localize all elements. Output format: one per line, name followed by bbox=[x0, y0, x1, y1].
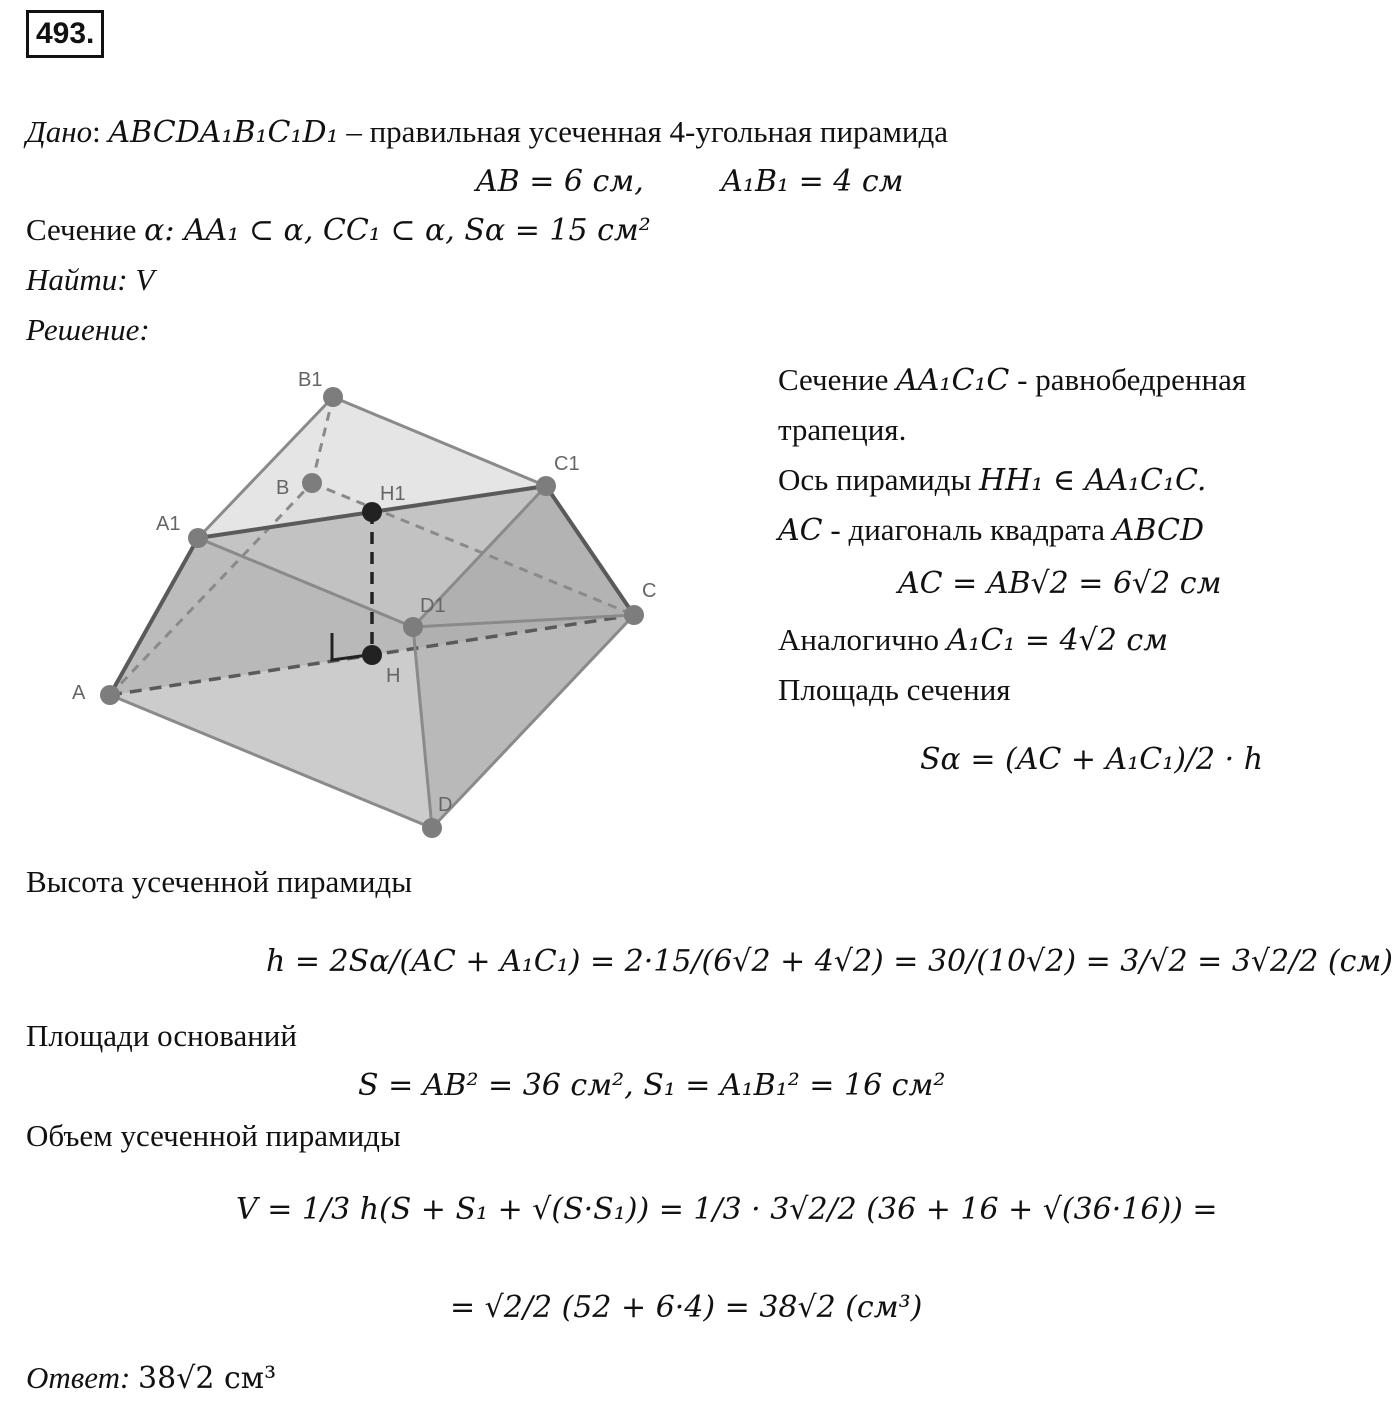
point-c1 bbox=[536, 476, 556, 496]
answer-label: Ответ: bbox=[26, 1360, 131, 1395]
label-c1: C1 bbox=[554, 453, 580, 475]
ac-formula: AC = AB√2 = 6√2 см bbox=[898, 566, 1222, 601]
volume-label: Объем усеченной пирамиды bbox=[26, 1118, 401, 1153]
section-type: - равнобедренная bbox=[1017, 362, 1247, 397]
given-name: ABCDA₁B₁C₁D₁ bbox=[108, 115, 339, 150]
label-b1: B1 bbox=[298, 369, 323, 391]
point-h1 bbox=[362, 502, 382, 522]
label-a1: A1 bbox=[156, 513, 181, 535]
point-d bbox=[422, 818, 442, 838]
point-b1 bbox=[323, 387, 343, 407]
given-line: Дано: ABCDA₁B₁C₁D₁ – правильная усеченная 4-угольная пирамида bbox=[26, 114, 949, 150]
label-d: D bbox=[438, 794, 453, 816]
diagonal-text: - диагональ квадрата bbox=[830, 512, 1105, 547]
given-label: Дано bbox=[26, 114, 93, 149]
given-text: – правильная усеченная 4-угольная пирамида bbox=[346, 114, 949, 149]
label-a: A bbox=[72, 682, 86, 704]
volume-formula-2: = √2/2 (52 + 6·4) = 38√2 (см³) bbox=[450, 1290, 923, 1325]
a1c1-formula: A₁C₁ = 4√2 см bbox=[946, 623, 1169, 658]
find-line: Найти: V bbox=[26, 262, 155, 297]
height-label: Высота усеченной пирамиды bbox=[26, 864, 413, 899]
right-line-4 bbox=[778, 512, 1204, 548]
similarly-word: Аналогично bbox=[778, 622, 939, 657]
label-b: B bbox=[276, 477, 290, 499]
pyramid-figure bbox=[60, 355, 700, 845]
right-line-2: трапеция. bbox=[778, 412, 907, 447]
axis-formula: HH₁ ∈ AA₁C₁C. bbox=[979, 463, 1207, 498]
section-name: AA₁C₁C bbox=[896, 363, 1010, 398]
right-line-1 bbox=[778, 362, 1246, 398]
solution-label-text: Решение bbox=[26, 312, 140, 347]
section-label: Сечение bbox=[26, 212, 137, 247]
find-value: V bbox=[135, 262, 155, 297]
given-a1b1: A₁B₁ = 4 см bbox=[721, 164, 904, 199]
square-name: ABCD bbox=[1112, 513, 1204, 548]
section-word: Сечение bbox=[778, 362, 889, 397]
answer-line bbox=[26, 1360, 276, 1396]
bases-label: Площади оснований bbox=[26, 1018, 297, 1053]
section-condition bbox=[26, 212, 651, 248]
ac-symbol: AC bbox=[778, 513, 823, 548]
point-d1 bbox=[403, 617, 423, 637]
given-lengths bbox=[476, 163, 904, 199]
right-line-7: Площадь сечения bbox=[778, 672, 1011, 707]
label-c: C bbox=[642, 580, 657, 602]
answer-value: 38√2 см³ bbox=[138, 1361, 277, 1396]
label-h1: H1 bbox=[380, 483, 406, 505]
point-a bbox=[100, 685, 120, 705]
given-ab: AB = 6 см, bbox=[476, 164, 644, 199]
section-area-formula: Sα = (AC + A₁C₁)/2 · h bbox=[920, 742, 1264, 777]
label-h: H bbox=[386, 665, 401, 687]
solution-label: Решение: bbox=[26, 312, 150, 347]
axis-word: Ось пирамиды bbox=[778, 462, 972, 497]
bases-formula: S = AB² = 36 см², S₁ = A₁B₁² = 16 см² bbox=[358, 1068, 946, 1103]
point-b bbox=[302, 473, 322, 493]
right-line-3 bbox=[778, 462, 1206, 498]
find-label: Найти bbox=[26, 262, 118, 297]
right-line-6 bbox=[778, 622, 1168, 658]
point-c bbox=[624, 605, 644, 625]
problem-number: 493. bbox=[26, 10, 104, 58]
section-cond: α: AA₁ ⊂ α, CC₁ ⊂ α, Sα = 15 см² bbox=[144, 213, 651, 248]
height-formula: h = 2Sα/(AC + A₁C₁) = 2·15/(6√2 + 4√2) = 30/(10√2) = 3/√2 = 3√2/2 (см) bbox=[266, 944, 1393, 979]
volume-formula-1: V = 1/3 h(S + S₁ + √(S·S₁)) = 1/3 · 3√2/2 (36 + 16 + √(36·16)) = bbox=[236, 1192, 1218, 1227]
point-a1 bbox=[188, 528, 208, 548]
point-h bbox=[362, 645, 382, 665]
label-d1: D1 bbox=[420, 595, 446, 617]
